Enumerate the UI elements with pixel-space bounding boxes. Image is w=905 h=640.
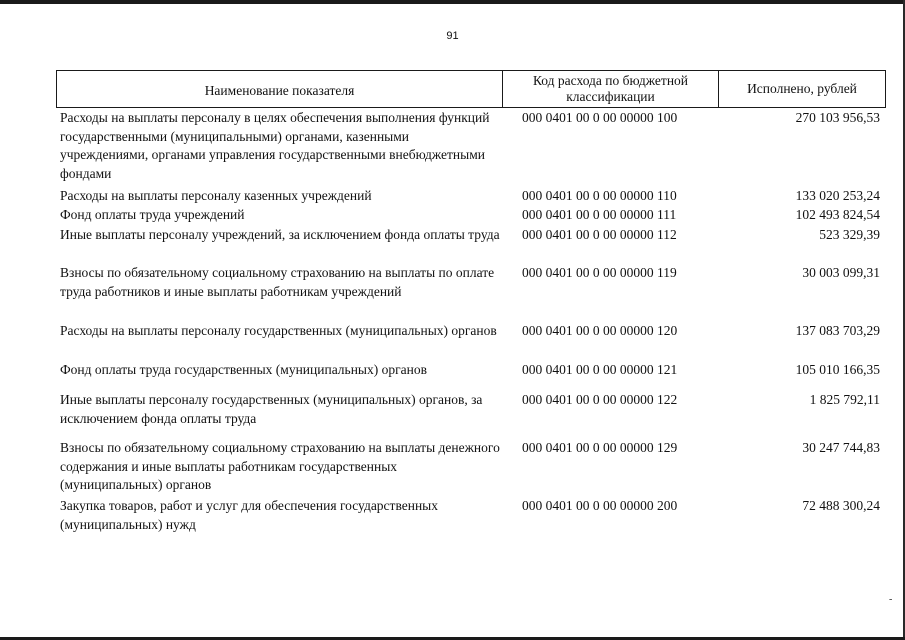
page-number: 91 [446, 30, 459, 42]
row-amount: 30 003 099,31 [802, 265, 880, 280]
scan-speck: - [889, 594, 893, 605]
row-name: Фонд оплаты труда учреждений [60, 207, 245, 222]
row-amount: 30 247 744,83 [802, 440, 880, 455]
row-amount: 137 083 703,29 [795, 323, 880, 338]
row-amount: 1 825 792,11 [809, 392, 880, 407]
row-amount: 133 020 253,24 [795, 188, 880, 203]
row-amount: 270 103 956,53 [795, 110, 880, 125]
row-name: Иные выплаты персоналу учреждений, за исключением фонда оплаты труда [60, 227, 500, 242]
row-name: Расходы на выплаты персоналу государственных (муниципальных) органов [60, 323, 497, 338]
header-code-column: Код расхода по бюджетной классификации [503, 71, 719, 107]
header-name-column: Наименование показателя [57, 71, 503, 107]
row-code: 000 0401 00 0 00 00000 110 [522, 188, 677, 203]
row-code: 000 0401 00 0 00 00000 200 [522, 498, 678, 513]
row-name: Расходы на выплаты персоналу в целях обеспечения выполнения функций государственными (муниципальными) органами, казенными учреждениями, органами управления государственными внебюджетными фондами [60, 110, 490, 181]
row-code: 000 0401 00 0 00 00000 121 [522, 362, 678, 377]
row-name: Иные выплаты персоналу государственных (муниципальных) органов, за исключением фонда оплаты труда [60, 392, 483, 426]
row-name: Расходы на выплаты персоналу казенных учреждений [60, 188, 372, 203]
row-code: 000 0401 00 0 00 00000 119 [522, 265, 677, 280]
row-amount: 523 329,39 [819, 227, 880, 242]
header-executed-column: Исполнено, рублей [747, 81, 857, 96]
row-name: Закупка товаров, работ и услуг для обеспечения государственных (муниципальных) нужд [60, 498, 439, 532]
row-code: 000 0401 00 0 00 00000 111 [522, 207, 677, 222]
row-amount: 102 493 824,54 [795, 207, 880, 222]
row-code: 000 0401 00 0 00 00000 120 [522, 323, 678, 338]
row-code: 000 0401 00 0 00 00000 112 [522, 227, 677, 242]
row-amount: 72 488 300,24 [802, 498, 880, 513]
row-name: Фонд оплаты труда государственных (муниципальных) органов [60, 362, 427, 377]
row-code: 000 0401 00 0 00 00000 122 [522, 392, 678, 407]
row-name: Взносы по обязательному социальному страхованию на выплаты денежного содержания и иные выплаты работникам государственных (муниципальных) органов [60, 440, 500, 493]
row-amount: 105 010 166,35 [795, 362, 880, 377]
row-name: Взносы по обязательному социальному страхованию на выплаты по оплате труда работников и иные выплаты работникам учреждений [60, 265, 495, 299]
row-code: 000 0401 00 0 00 00000 129 [522, 440, 678, 455]
row-code: 000 0401 00 0 00 00000 100 [522, 110, 678, 125]
